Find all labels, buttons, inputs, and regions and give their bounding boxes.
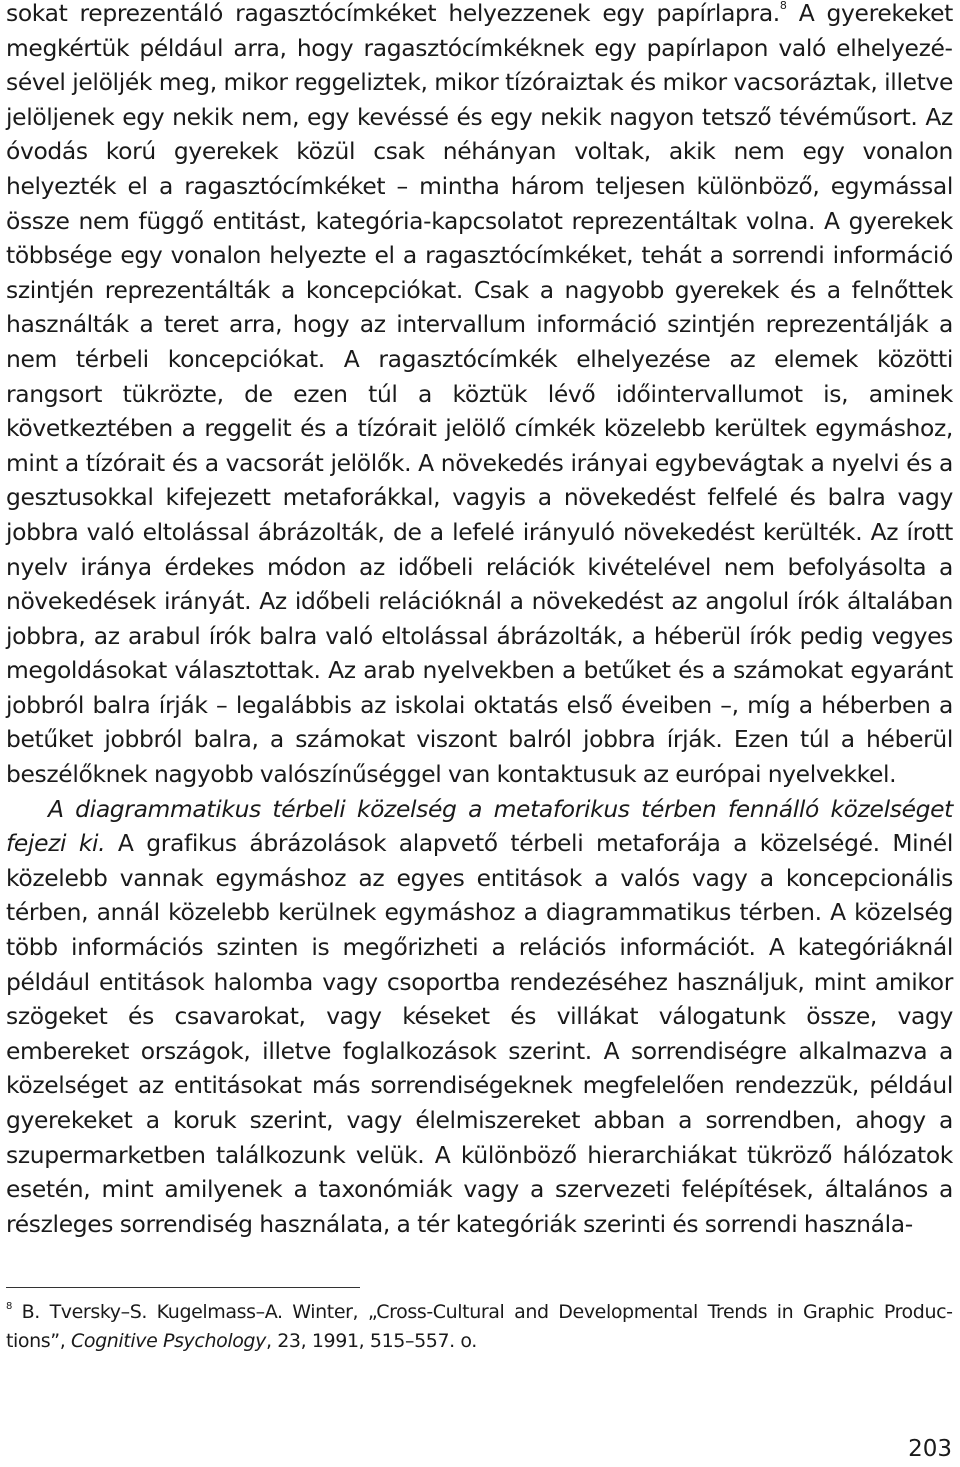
footnote-reference[interactable]: 8 xyxy=(779,0,787,12)
footnote xyxy=(6,1298,953,1356)
footnote-divider xyxy=(6,1287,360,1288)
paragraph-2-italic-lead: A diagrammatikus térbeli közelség a metaforikus térben fennálló közelséget fejezi ki. xyxy=(6,794,953,858)
footnote-journal: Cognitive Psychology xyxy=(71,1330,266,1352)
page-number: 203 xyxy=(908,1436,952,1462)
paragraph-2-continued: A grafikus ábrázolások alapvető térbeli metaforája a közelségé. Minél közelebb vannak egymáshoz az egyes entitások a valós vagy a koncepcionális térben, annál közelebb kerülnek egymáshoz a diagrammatikus térben. A közelség több információs szinten is megőrizheti a relációs információt. A kategóriáknál például entitások halomba vagy csoportba rendezéséhez használjuk, mint amikor szögeket és csavarokat, vagy késeket és villákat válogatunk össze, vagy embereket országok, illetve foglalkozások szerint. A sorrendiségre alkalmazva a közelséget az entitásokat más sorrendiségeknek megfelelően rendezzük, például gyerekeket a koruk szerint, vagy élelmiszereket abban a sorrendben, ahogy a szupermarketben találkozunk velük. A különböző hierarchiákat tükröző hálózatok esetén, mint amilyenek a taxonómiák vagy a szervezeti felépítések, általános a részleges sorrendiség használata, a tér kategóriák szerinti és sorrendi használa- xyxy=(6,829,953,1238)
footnote-text-end: , 23, 1991, 515–557. o. xyxy=(265,1330,477,1352)
paragraph-1 xyxy=(6,0,953,792)
footnote-number: 8 xyxy=(6,1301,12,1312)
paragraph-1-start: sokat reprezentáló ragasztócímkéket helyezzenek egy papírlapra. xyxy=(6,0,780,27)
footnote-text-start: B. Tversky–S. Kugelmass–A. Winter, „Cross-Cultural and Developmental Trends in Graphic Productions”, xyxy=(6,1301,953,1352)
main-text xyxy=(6,0,953,1241)
paragraph-1-continued: A gyerekeket megkértük például arra, hogy ragasztócímkéknek egy papírlapon való elhelyezésével jelöljék meg, mikor reggeliztek, mikor tízóraiztak és mikor vacsoráztak, illetve jelöljenek egy nekik nem, egy kevéssé és egy nekik nagyon tetsző tévéműsort. Az óvodás korú gyerekek közül csak néhányan voltak, akik nem egy vonalon helyezték el a ragasztócímkéket – mintha három teljesen különböző, egymással össze nem függő entitást, kategória-kapcsolatot reprezentáltak volna. A gyerekek többsége egy vonalon helyezte el a ragasztócímkéket, tehát a sorrendi információ szintjén reprezentálták a koncepciókat. Csak a nagyobb gyerekek és a felnőttek használták a teret arra, hogy az intervallum információ szintjén reprezentálják a nem térbeli koncepciókat. A ragasztócímkék elhelyezése az elemek közötti rangsort tükrözte, de ezen túl a köztük lévő időintervallumot is, aminek következtében a reggelit és a tízórait jelölő címkék közelebb kerültek egymáshoz, mint a tízórait és a vacsorát jelölők. A növekedés irányai egybevágtak a nyelvi és a gesztusokkal kifejezett metaforákkal, vagyis a növekedést felfelé és balra vagy jobbra való eltolással ábrázolták, de a lefelé irányuló növekedést kerülték. Az írott nyelv iránya érdekes módon az időbeli relációk kivételével nem befolyásolta a növekedések irányát. Az időbeli relációknál a növekedést az angolul írók általában jobbra, az arabul írók balra való eltolással ábrázolták, a héberül írók pedig vegyes megoldásokat választottak. Az arab nyelvekben a betűket és a számokat egyaránt jobbról balra írják – legalábbis az iskolai oktatás első éveiben –, míg a héberben a betűket jobbról balra, a számokat viszont balról jobbra írják. Ezen túl a héberül beszélőknek nagyobb valószínűséggel van kontaktusuk az európai nyelvekkel. xyxy=(6,0,953,789)
paragraph-2 xyxy=(6,792,953,1242)
